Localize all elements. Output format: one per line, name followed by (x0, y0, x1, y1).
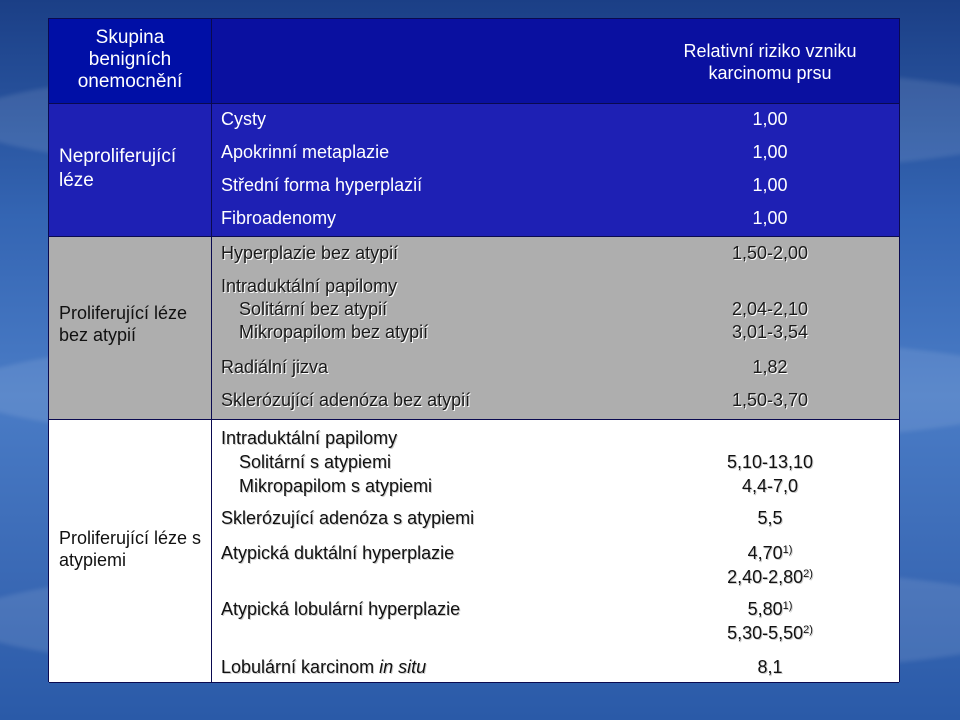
row-label-mikropapilom: Mikropapilom bez atypií (239, 322, 429, 342)
row-value-fibroadenomy: 1,00 (752, 208, 788, 228)
row-label-mikropapilom-atypia: Mikropapilom s atypiemi (239, 476, 433, 496)
row-label-apokrinni: Apokrinní metaplazie (221, 142, 390, 162)
row-label-cysty: Cysty (221, 109, 266, 129)
row-value-ductal-hyperplasia-2 (660, 566, 880, 588)
value-text: 2,40-2,80 (727, 567, 804, 587)
group-proliferative-atypia (49, 419, 211, 682)
row-label-sklerozujici-atypia: Sklerózující adenóza s atypiemi (221, 508, 475, 528)
row-value-radialni: 1,82 (752, 357, 788, 377)
table-border-left (48, 18, 49, 682)
value-text: 5,80 (747, 599, 783, 619)
column-divider (211, 19, 212, 682)
row-divider (49, 103, 899, 104)
row-divider (49, 419, 899, 420)
group-nonproliferative (49, 103, 211, 236)
table-border-top (49, 18, 899, 19)
value-text: 5,30-5,50 (727, 623, 804, 643)
value-text: 4,70 (747, 543, 783, 563)
row-value-mikropapilom: 3,01-3,54 (731, 322, 809, 342)
row-value-solitarni-atypia: 5,10-13,10 (726, 452, 814, 472)
row-value-lobular-hyperplasia-1 (660, 598, 880, 620)
row-label-lcis (221, 656, 641, 678)
row-value-ductal-hyperplasia-1 (660, 542, 880, 564)
label-italic-text: in situ (379, 657, 427, 677)
header-group-label: Skupina benigních onemocnění (77, 27, 183, 92)
row-value-hyperplazie: 1,50-2,00 (731, 243, 809, 263)
row-label-sklerozujici: Sklerózující adenóza bez atypií (221, 390, 471, 410)
group-proliferative-no-atypia-label: Proliferující léze bez atypií (59, 303, 188, 345)
group-proliferative-atypia-label: Proliferující léze s atypiemi (59, 528, 202, 570)
table-border-right (899, 18, 900, 682)
row-label-stredni: Střední forma hyperplazií (221, 175, 423, 195)
table-border-bottom (49, 682, 899, 683)
row-value-apokrinni: 1,00 (752, 142, 788, 162)
row-label-hyperplazie: Hyperplazie bez atypií (221, 243, 399, 263)
row-label-solitarni: Solitární bez atypií (239, 299, 388, 319)
header-group-cell (49, 19, 211, 103)
row-value-sklerozujici: 1,50-3,70 (731, 390, 809, 410)
row-label-ductal-hyperplasia: Atypická duktální hyperplazie (221, 543, 455, 563)
row-label-solitarni-atypia: Solitární s atypiemi (239, 452, 392, 472)
row-value-solitarni: 2,04-2,10 (731, 299, 809, 319)
group-proliferative-no-atypia (49, 236, 211, 419)
header-risk-label: Relativní riziko vzniku karcinomu prsu (683, 41, 857, 83)
footnote-marker: 1) (782, 600, 793, 612)
row-value-cysty: 1,00 (752, 109, 788, 129)
footnote-marker: 1) (782, 544, 793, 556)
row-value-sklerozujici-atypia: 5,5 (757, 508, 783, 528)
row-label-fibroadenomy: Fibroadenomy (221, 208, 337, 228)
row-value-lobular-hyperplasia-2 (660, 622, 880, 644)
row-label-papilomy-head: Intraduktální papilomy (221, 276, 398, 296)
label-text: Lobulární karcinom (221, 657, 380, 677)
group-nonproliferative-label: Neproliferující léze (59, 146, 177, 191)
row-label-lobular-hyperplasia: Atypická lobulární hyperplazie (221, 599, 461, 619)
row-value-lcis: 8,1 (757, 657, 783, 677)
row-label-radialni: Radiální jizva (221, 357, 329, 377)
row-value-stredni: 1,00 (752, 175, 788, 195)
header-risk-cell (641, 19, 899, 103)
row-label-papilomy-atypia-head: Intraduktální papilomy (221, 428, 398, 448)
row-value-mikropapilom-atypia: 4,4-7,0 (741, 476, 799, 496)
footnote-marker: 2) (803, 624, 813, 636)
footnote-marker: 2) (803, 568, 813, 580)
row-divider (49, 236, 899, 237)
header-empty-cell (211, 19, 641, 103)
